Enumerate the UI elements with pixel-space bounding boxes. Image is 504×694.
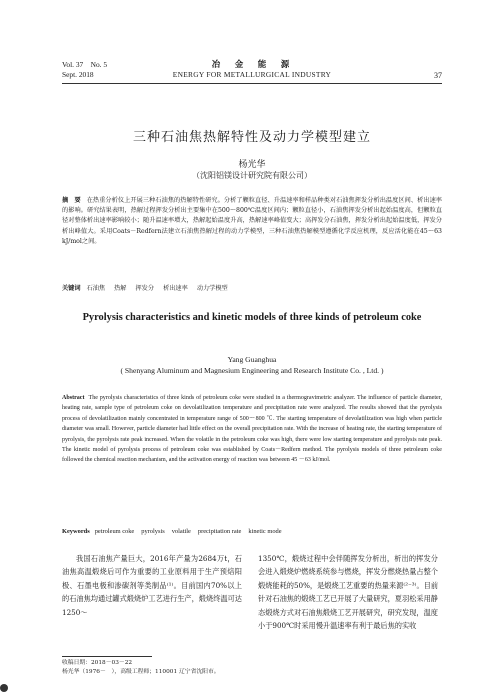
keyword-en: kinetic mode	[248, 528, 282, 535]
journal-name-en: ENERGY FOR METALLURGICAL INDUSTRY	[172, 70, 332, 79]
running-header	[62, 60, 442, 84]
keywords-en-label: Keywords	[62, 528, 90, 535]
body-column-left: 我国石油焦产量巨大，2016年产量为2684万t，石油焦高温煅烧后可作为重要的工业原料用于生产预焙阳极、石墨电极和渗碳剂等类制品⁽¹⁾。目前国内70%以上的石油焦均通过罐式煅烧炉工艺进行生产，煅烧终温可达1250～	[62, 554, 242, 617]
footnote-received: 收稿日期：2018－03－22	[62, 660, 133, 666]
header-rule	[62, 83, 442, 84]
keyword-cn: 挥发分	[135, 285, 155, 292]
keywords-cn-label: 关键词	[62, 285, 81, 292]
footnote	[62, 659, 220, 677]
author-en: Yang Guanghua	[227, 355, 277, 364]
abstract-en-text: The pyrolysis characteristics of three kinds of petroleum coke were studied in a thermogravimetric analyzer. The influence of particle diameter, heating rate, sample type of petroleum coke on devolatilization temperature and precipitation rate were analyzed. The results showed that the pyrolysis process of devolatilization mainly concentrated in temperature range of 500～800 ℃. The starting temperature of devolatilization was high when particle diameter was small. However, particle diameter had little effect on the overall precipitation rate. With the increase of heating rate, the starting temperature of pyrolysis, the pyrolysis rate peak increased. When the volatile in the petroleum coke was high, there were low starting temperature and pyrolysis rate peak. The kinetic model of pyrolysis process of petroleum coke was established by Coats－Redfern method. The pyrolysis models of three petroleum coke followed the chemical reaction mechanism, and the activation energy of reaction was between 45 －63 kJ/mol.	[62, 395, 442, 464]
keyword-en: pyrolysis	[141, 528, 165, 535]
author-cn: 杨光华	[238, 160, 266, 170]
abstract-en-label: Abstract	[62, 395, 85, 401]
title-cn: 三种石油焦热解特性及动力学模型建立	[132, 130, 371, 145]
keyword-en: petroleum coke	[94, 528, 135, 535]
keyword-cn: 热解	[114, 285, 127, 292]
keywords-en	[62, 528, 442, 535]
volume-number: Vol. 37 No. 5	[62, 60, 108, 69]
affiliation-cn: （沈阳铝镁设计研究院有限公司）	[192, 171, 312, 180]
abstract-cn-text: 在热重分析仪上开展三种石油焦的热解特性研究。分析了颗粒直径、升温速率和样品种类对石油焦挥发分析出温度区间、析出速率的影响。研究结果表明，热解过程挥发分析出主要集中在500～800℃温度区间内；颗粒直径小，石油焦挥发分析出起始温度高，但颗粒直径对整体析出速率影响较小；随升温速率增大，热解起始温度升高，热解速率峰值变大；高挥发分石油焦，挥发分析出起始温度低，挥发分析出峰值大。采用Coats－Redfern法建立石油焦热解过程的动力学模型，三种石油焦热解模型遵循化学反应机理，反应活化能在45～63 kJ/mol之间。	[62, 197, 442, 245]
title-en: Pyrolysis characteristics and kinetic models of three kinds of petroleum coke	[82, 312, 422, 323]
page-number: 37	[434, 71, 442, 80]
abstract-cn-label: 摘 要	[62, 197, 81, 204]
footnote-rule	[62, 656, 152, 657]
keyword-cn: 石油焦	[86, 285, 106, 292]
binding-hole-mark	[0, 684, 8, 692]
keyword-en: precipitation rate	[197, 528, 242, 535]
body-column-right: 1350℃，煅烧过程中会伴随挥发分析出，析出的挥发分会进入煅烧炉燃烧系统参与燃烧，挥发分燃烧热量占整个煅烧能耗的50%，是煅烧工艺重要的热量来源⁽²⁻³⁾。目前针对石油焦的煅烧工艺已开展了大量研究，夏羽松采用静态煅烧方式对石油焦煅烧工艺开展研究，研究发现，温度小于900℃时采用慢升温速率有利于最后焦的实收	[258, 554, 439, 631]
abstract-en	[62, 393, 442, 466]
footnote-author: 杨光华（1976－ ），高级工程师；110001 辽宁省沈阳市。	[62, 669, 220, 675]
keyword-cn: 析出速率	[163, 285, 188, 292]
journal-name	[62, 60, 442, 80]
affiliation-en: ( Shenyang Aluminum and Magnesium Engineering and Research Institute Co. , Ltd. )	[120, 366, 384, 375]
keyword-cn: 动力学模型	[196, 285, 228, 292]
keywords-cn	[62, 283, 442, 292]
keyword-en: volatile	[171, 528, 191, 535]
issue-date: Sept. 2018	[62, 70, 94, 79]
journal-name-cn: 冶 金 能 源	[211, 60, 293, 70]
abstract-cn	[62, 196, 442, 247]
